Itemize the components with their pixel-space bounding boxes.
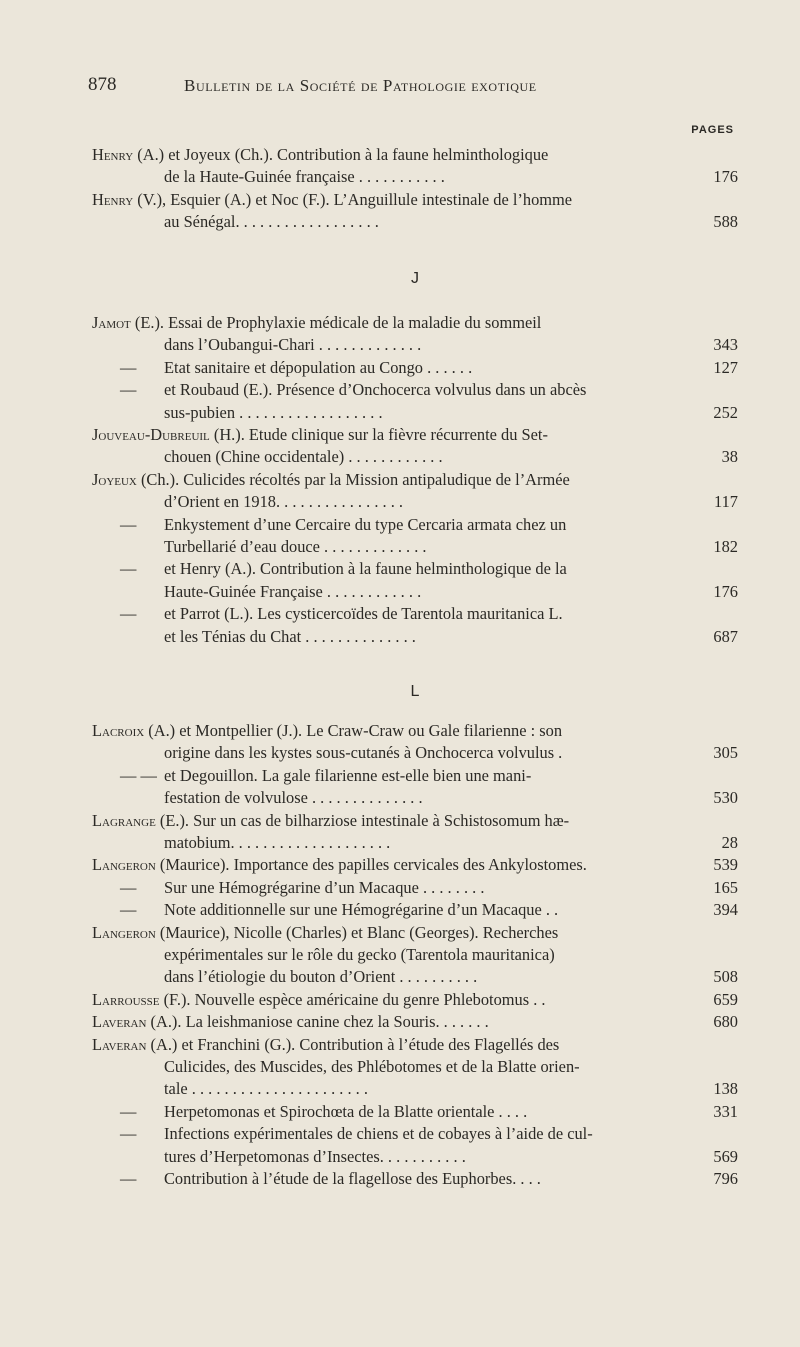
section-letter: J	[411, 270, 419, 287]
entry-continuation: sus-pubien . . . . . . . . . . . . . . . . . .	[164, 402, 383, 422]
entry-line	[92, 854, 738, 876]
entry-line	[92, 1034, 738, 1056]
ditto-dash: —	[120, 1101, 137, 1121]
author-name: Larrousse	[92, 989, 160, 1009]
page-reference: 176	[713, 167, 738, 187]
entry-line	[92, 514, 738, 536]
index-entry	[92, 469, 738, 648]
page-reference: 182	[713, 536, 738, 556]
entry-line	[92, 166, 738, 188]
entry-continuation: Turbellarié d’eau douce . . . . . . . . . . . . .	[164, 536, 427, 556]
entry-text: Enkystement d’une Cercaire du type Cercaria armata chez un	[164, 514, 567, 534]
entry-line	[92, 877, 738, 899]
page-reference: 659	[713, 989, 738, 1009]
entry-text: (E.). Essai de Prophylaxie médicale de la maladie du sommeil	[130, 313, 542, 332]
entry-continuation: matobium. . . . . . . . . . . . . . . . . . . .	[164, 832, 391, 852]
author-name: Laveran	[92, 1034, 147, 1054]
author-name: Langeron	[92, 855, 156, 875]
entry-line	[92, 379, 738, 401]
entry-line	[92, 899, 738, 921]
page-number: 878	[88, 74, 117, 95]
ditto-dash: —	[120, 1168, 137, 1188]
entry-text: Herpetomonas et Spirochœta de la Blatte orientale . . . .	[164, 1101, 528, 1121]
index-entry	[92, 189, 738, 234]
author-name: Henry	[92, 189, 134, 209]
entry-continuation: tures d’Herpetomonas d’Insectes. . . . . . . . . . .	[164, 1146, 466, 1166]
entry-line	[92, 1146, 738, 1168]
entry-line	[92, 1168, 738, 1190]
entry-continuation: Culicides, des Muscides, des Phlébotomes et de la Blatte orien-	[164, 1056, 580, 1076]
ditto-dash: —	[120, 514, 137, 534]
entry-line	[92, 787, 738, 809]
entry-continuation: Haute-Guinée Française . . . . . . . . . . . .	[164, 581, 422, 601]
page-reference: 331	[713, 1101, 738, 1121]
entry-line	[92, 1078, 738, 1100]
entry-text: Etat sanitaire et dépopulation au Congo . . . . . .	[164, 357, 473, 377]
entry-continuation: au Sénégal. . . . . . . . . . . . . . . . . .	[164, 212, 379, 232]
entry-text: Contribution à l’étude de la flagellose des Euphorbes. . . .	[164, 1168, 541, 1188]
entry-continuation: d’Orient en 1918. . . . . . . . . . . . . . . .	[164, 492, 404, 512]
entry-line	[92, 944, 738, 966]
entry-text: (Maurice). Importance des papilles cervicales des Ankylostomes.	[155, 855, 587, 875]
ditto-dash: —	[120, 877, 137, 897]
entry-text: et Henry (A.). Contribution à la faune helminthologique de la	[164, 559, 567, 579]
index-entry	[92, 424, 738, 469]
entry-line	[92, 765, 738, 787]
index-entry	[92, 144, 738, 189]
author-name: Laveran	[92, 1012, 147, 1032]
running-header	[88, 74, 748, 104]
index-entry	[92, 810, 738, 855]
entry-text: (F.). Nouvelle espèce américaine du genre Phlebotomus . .	[159, 989, 546, 1009]
ditto-dash: — —	[120, 765, 157, 785]
entry-continuation: tale . . . . . . . . . . . . . . . . . . . . . .	[164, 1079, 368, 1099]
entry-text: et Roubaud (E.). Présence d’Onchocerca volvulus dans un abcès	[164, 380, 587, 400]
page-reference: 508	[713, 967, 738, 987]
index-entry	[92, 989, 738, 1011]
index-entry	[92, 720, 738, 810]
entry-line	[92, 1123, 738, 1145]
page-reference: 165	[713, 877, 738, 897]
entry-line	[92, 469, 738, 491]
entry-text: (Ch.). Culicides récoltés par la Mission antipaludique de l’Armée	[136, 469, 570, 489]
author-name: Henry	[92, 145, 134, 164]
entry-line	[92, 446, 738, 468]
entry-line	[92, 312, 738, 334]
page-reference: 176	[713, 581, 738, 601]
entry-line	[92, 357, 738, 379]
entry-line	[92, 603, 738, 625]
entry-text: (H.). Etude clinique sur la fièvre récurrente du Set-	[209, 425, 548, 444]
index-entry	[92, 854, 738, 921]
author-name: Lagrange	[92, 810, 156, 830]
page-reference: 138	[713, 1079, 738, 1099]
page-reference: 680	[713, 1012, 738, 1032]
entry-continuation: de la Haute-Guinée française . . . . . . . . . . .	[164, 167, 445, 187]
entry-line	[92, 402, 738, 424]
entry-line	[92, 558, 738, 580]
entry-continuation: et les Ténias du Chat . . . . . . . . . . . . . .	[164, 626, 416, 646]
entry-line	[92, 1056, 738, 1078]
entry-text: (A.) et Franchini (G.). Contribution à l’étude des Flagellés des	[146, 1034, 560, 1054]
entry-line	[92, 491, 738, 513]
page-reference: 394	[713, 900, 738, 920]
entry-line	[92, 966, 738, 988]
entry-line	[92, 1101, 738, 1123]
page-reference: 28	[721, 832, 738, 852]
page-reference: 127	[713, 357, 738, 377]
author-name: Joyeux	[92, 469, 137, 489]
entry-text: Infections expérimentales de chiens et de cobayes à l’aide de cul-	[164, 1124, 593, 1144]
entry-line	[92, 922, 738, 944]
journal-title: Bulletin de la Société de Pathologie exotique	[184, 76, 537, 95]
ditto-dash: —	[120, 604, 137, 624]
page-reference: 305	[713, 743, 738, 763]
page-reference: 38	[721, 447, 738, 467]
page-reference: 588	[713, 212, 738, 232]
index-entry	[92, 312, 738, 424]
entry-line	[92, 720, 738, 742]
author-name: Jouveau-Dubreuil	[92, 425, 210, 444]
entry-line	[92, 626, 738, 648]
entry-text: et Parrot (L.). Les cysticercoïdes de Tarentola mauritanica L.	[164, 604, 563, 624]
entry-text: et Degouillon. La gale filarienne est-elle bien une mani-	[164, 765, 532, 785]
entry-text: (A.) et Joyeux (Ch.). Contribution à la faune helminthologique	[133, 145, 549, 164]
entry-text: (A.). La leishmaniose canine chez la Souris. . . . . . .	[146, 1012, 489, 1032]
entry-line	[92, 989, 738, 1011]
entry-line	[92, 211, 738, 233]
index-entry	[92, 1034, 738, 1191]
entry-continuation: expérimentales sur le rôle du gecko (Tarentola mauritanica)	[164, 944, 555, 964]
section-letter: L	[410, 683, 420, 700]
entry-text: Note additionnelle sur une Hémogrégarine d’un Macaque . .	[164, 900, 559, 920]
ditto-dash: —	[120, 900, 137, 920]
entry-line	[92, 1011, 738, 1033]
page-reference: 539	[713, 855, 738, 875]
entry-text: (A.) et Montpellier (J.). Le Craw-Craw ou Gale filarienne : son	[144, 721, 563, 740]
page-reference: 530	[713, 788, 738, 808]
entry-line	[92, 334, 738, 356]
page-reference: 252	[713, 402, 738, 422]
entry-continuation: origine dans les kystes sous-cutanés à Onchocerca volvulus .	[164, 743, 563, 763]
ditto-dash: —	[120, 559, 137, 579]
entry-continuation: chouen (Chine occidentale) . . . . . . . . . . . .	[164, 447, 443, 467]
page-reference: 569	[713, 1146, 738, 1166]
page-reference: 796	[713, 1168, 738, 1188]
entry-line	[92, 189, 738, 211]
entry-line	[92, 424, 738, 446]
entry-text: (E.). Sur un cas de bilharziose intestinale à Schistosomum hæ-	[155, 810, 570, 830]
author-name: Lacroix	[92, 721, 145, 740]
ditto-dash: —	[120, 357, 137, 377]
ditto-dash: —	[120, 380, 137, 400]
author-name: Jamot	[92, 313, 131, 332]
entry-line	[92, 742, 738, 764]
entry-text: (V.), Esquier (A.) et Noc (F.). L’Anguillule intestinale de l’homme	[133, 189, 573, 209]
page-reference: 687	[713, 626, 738, 646]
entry-continuation: dans l’Oubangui-Chari . . . . . . . . . . . . .	[164, 335, 422, 355]
entry-line	[92, 144, 738, 166]
entry-line	[92, 581, 738, 603]
index-entry	[92, 1011, 738, 1033]
entry-text: (Maurice), Nicolle (Charles) et Blanc (Georges). Recherches	[155, 922, 559, 942]
entry-continuation: dans l’étiologie du bouton d’Orient . . . . . . . . . .	[164, 967, 478, 987]
entry-line	[92, 832, 738, 854]
page-reference: 117	[714, 492, 738, 512]
ditto-dash: —	[120, 1124, 137, 1144]
entry-line	[92, 536, 738, 558]
page-reference: 343	[713, 335, 738, 355]
entry-text: Sur une Hémogrégarine d’un Macaque . . . . . . . .	[164, 877, 485, 897]
pages-column-label: PAGES	[691, 124, 734, 136]
entry-line	[92, 810, 738, 832]
index-entry	[92, 922, 738, 989]
entry-continuation: festation de volvulose . . . . . . . . . . . . . .	[164, 788, 423, 808]
author-name: Langeron	[92, 922, 156, 942]
